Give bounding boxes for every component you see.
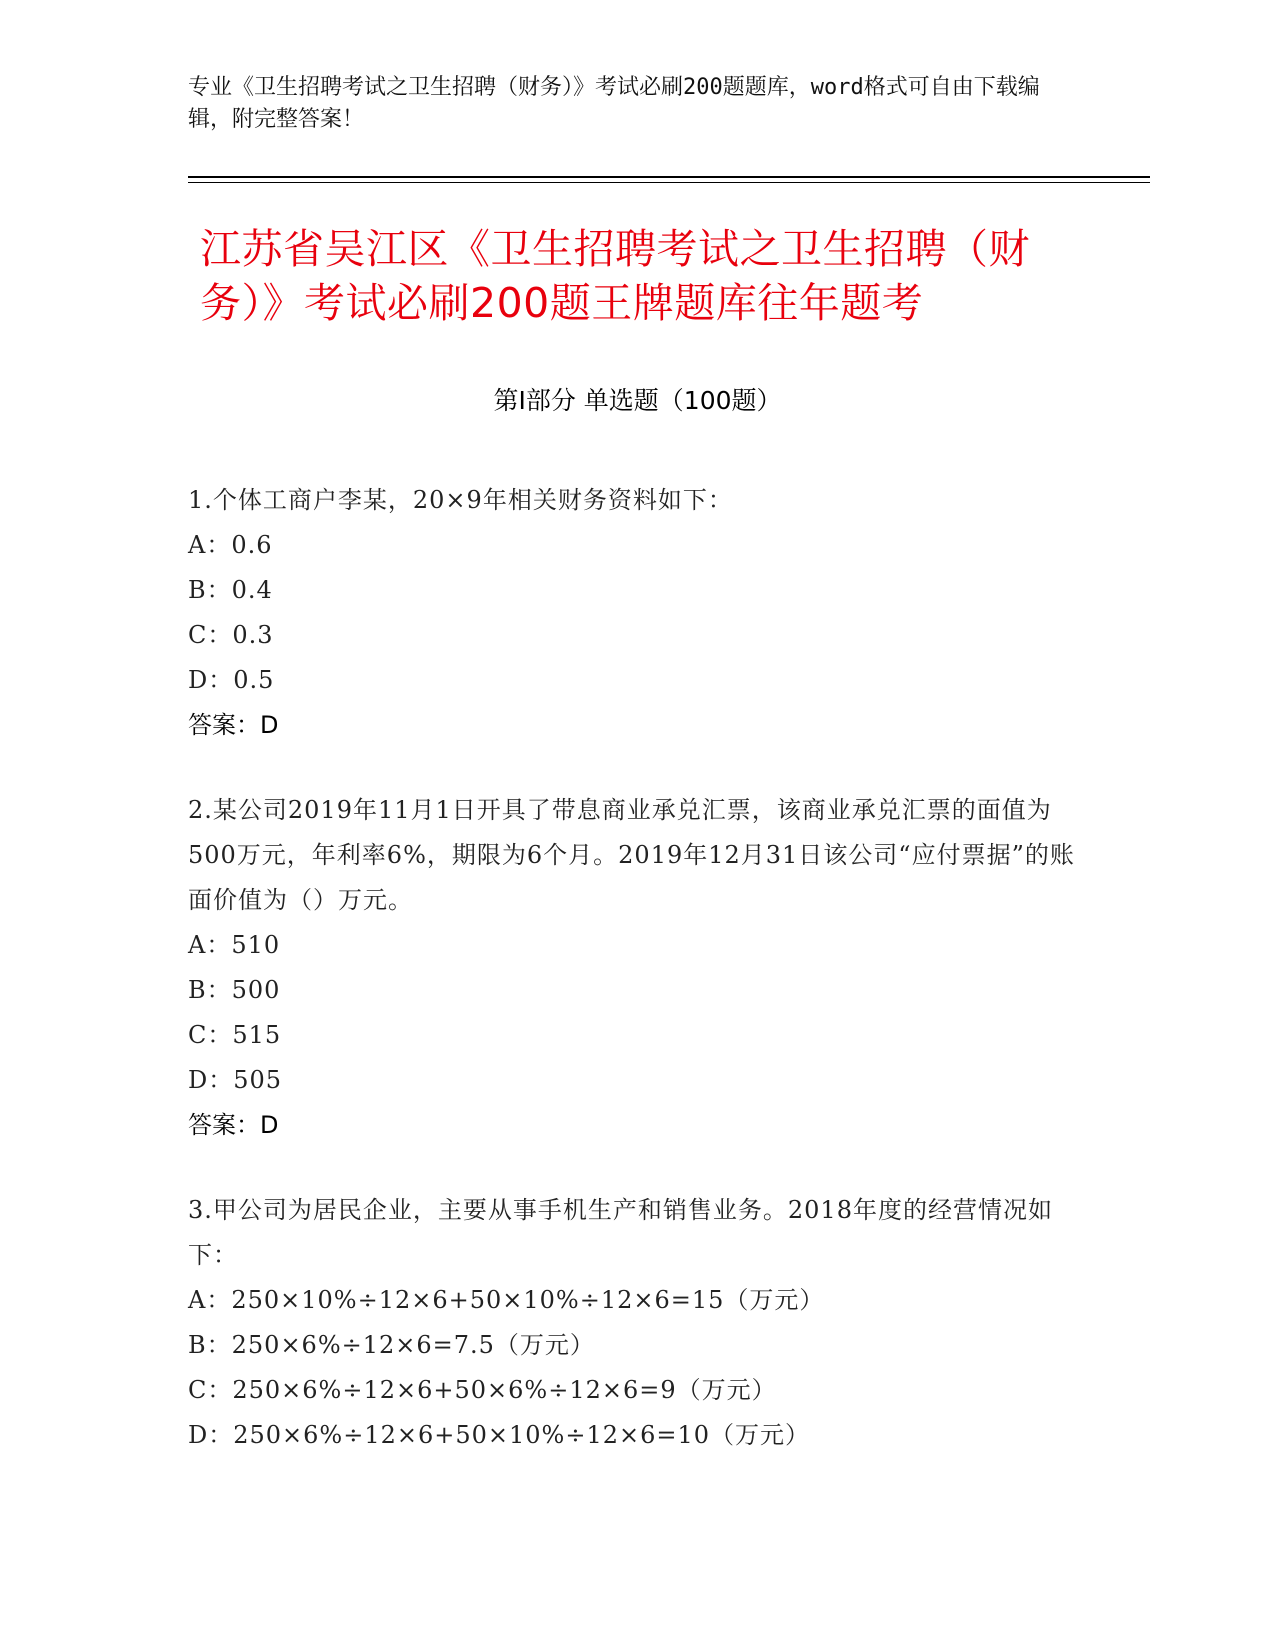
question-stem: 3.甲公司为居民企业，主要从事手机生产和销售业务。2018年度的经营情况如下：	[188, 1196, 1053, 1269]
option-a: A：250×10%÷12×6+50×10%÷12×6=15（万元）	[188, 1286, 825, 1314]
option-d: D：0.5	[188, 666, 275, 694]
answer: 答案：D	[188, 711, 279, 739]
question-2	[188, 788, 1078, 1148]
option-c: C：250×6%÷12×6+50×6%÷12×6=9（万元）	[188, 1376, 777, 1404]
question-3	[188, 1188, 1078, 1458]
answer: 答案：D	[188, 1111, 279, 1139]
question-stem: 2.某公司2019年11月1日开具了带息商业承兑汇票，该商业承兑汇票的面值为500万元，年利率6%，期限为6个月。2019年12月31日该公司“应付票据”的账面价值为（）万元。	[188, 796, 1075, 914]
option-d: D：505	[188, 1066, 283, 1094]
header-note: 专业《卫生招聘考试之卫生招聘（财务）》考试必刷200题题库，word格式可自由下载编辑，附完整答案！	[188, 75, 1040, 132]
option-c: C：0.3	[188, 621, 274, 649]
question-1	[188, 478, 1078, 748]
document-title: 江苏省吴江区《卫生招聘考试之卫生招聘（财务）》考试必刷200题王牌题库往年题考	[200, 225, 1030, 327]
header-rule-thin	[188, 182, 1150, 183]
option-d: D：250×6%÷12×6+50×10%÷12×6=10（万元）	[188, 1421, 811, 1449]
option-a: A：0.6	[188, 531, 273, 559]
option-b: B：500	[188, 976, 281, 1004]
option-b: B：250×6%÷12×6=7.5（万元）	[188, 1331, 595, 1359]
header-rule-thick	[188, 176, 1150, 178]
option-c: C：515	[188, 1021, 282, 1049]
section-heading: 第I部分 单选题（100题）	[493, 386, 782, 415]
option-b: B：0.4	[188, 576, 273, 604]
option-a: A：510	[188, 931, 281, 959]
question-stem: 1.个体工商户李某，20×9年相关财务资料如下：	[188, 486, 733, 514]
question-list	[188, 478, 1078, 1498]
